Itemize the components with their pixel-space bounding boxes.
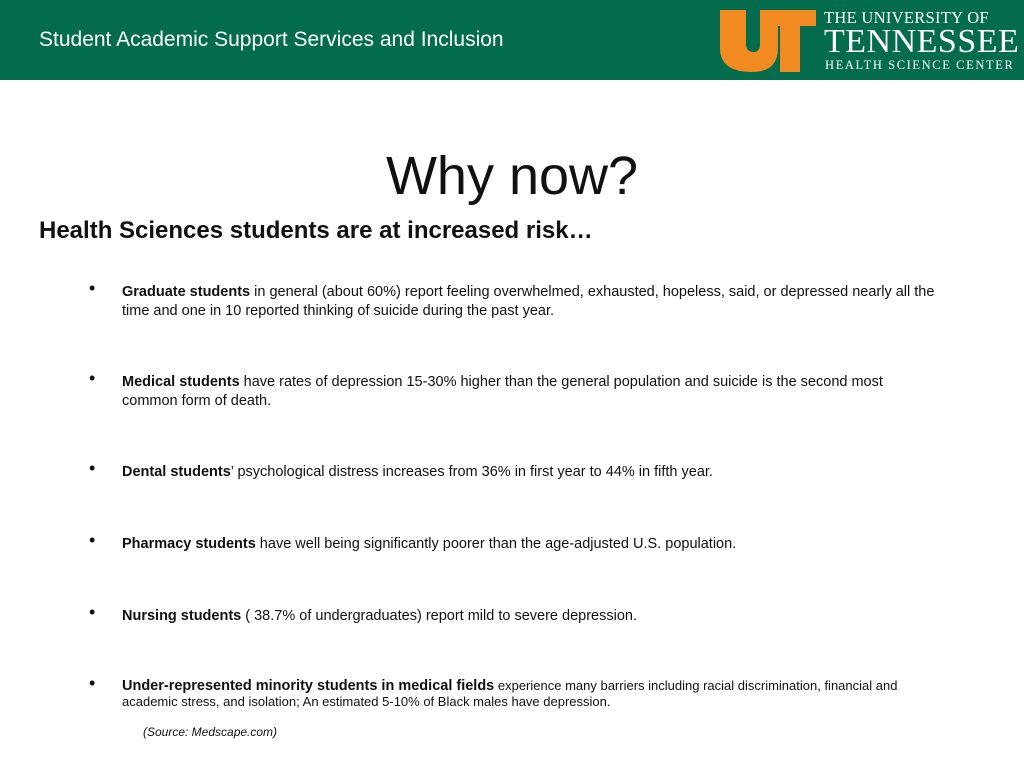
bullet-body: have well being significantly poorer than the age-adjusted U.S. population. (255, 536, 737, 552)
bullet-text (122, 535, 940, 554)
bullet-text (122, 607, 940, 626)
source-citation: (Source: Medscape.com) (143, 725, 278, 739)
bullet-body: in general (about 60%) report feeling overwhelmed, exhausted, hopeless, said, or depressed nearly all the time and one in 10 reported thinking of suicide during the past year. (122, 284, 935, 319)
bullet-icon: • (89, 530, 96, 550)
bullet-lead: Pharmacy students (122, 536, 256, 552)
bullet-lead: Nursing students (122, 608, 242, 624)
bullet-body: experience many barriers including racial discrimination, financial and academic stress, and isolation; An estimated 5-10% of Black males have depression. (122, 678, 898, 709)
logo-line-tennessee: TENNESSEE (824, 23, 1020, 60)
university-logo (720, 8, 1020, 72)
bullet-lead: Medical students (122, 374, 240, 390)
bullet-lead: Under-represented minority students in medical fields (122, 678, 495, 694)
logo-line-hsc: HEALTH SCIENCE CENTER (825, 58, 1015, 72)
bullet-icon: • (89, 673, 96, 693)
slide-subtitle: Health Sciences students are at increased risk… (39, 217, 593, 244)
bullet-icon: • (89, 278, 96, 298)
bullet-icon: • (89, 458, 96, 478)
slide-title: Why now? (385, 146, 639, 206)
bullet-icon: • (89, 602, 96, 622)
bullet-text (122, 463, 940, 482)
header-bar (0, 0, 1024, 80)
bullet-body: ( 38.7% of undergraduates) report mild to severe depression. (241, 608, 637, 624)
bullet-lead: Graduate students (122, 284, 251, 300)
header-title: Student Academic Support Services and Inclusion (39, 28, 504, 51)
ut-logo-mark-icon (720, 10, 816, 72)
bullet-body: ’ psychological distress increases from 36% in first year to 44% in fifth year. (230, 464, 713, 480)
bullet-text (122, 678, 940, 710)
bullet-body: have rates of depression 15-30% higher than the general population and suicide is the second most common form of death. (122, 374, 883, 409)
logo-line-university-of: THE UNIVERSITY OF (824, 8, 989, 27)
bullet-text (122, 283, 940, 321)
bullet-text (122, 373, 940, 411)
bullet-icon: • (89, 368, 96, 388)
bullet-lead: Dental students (122, 464, 231, 480)
